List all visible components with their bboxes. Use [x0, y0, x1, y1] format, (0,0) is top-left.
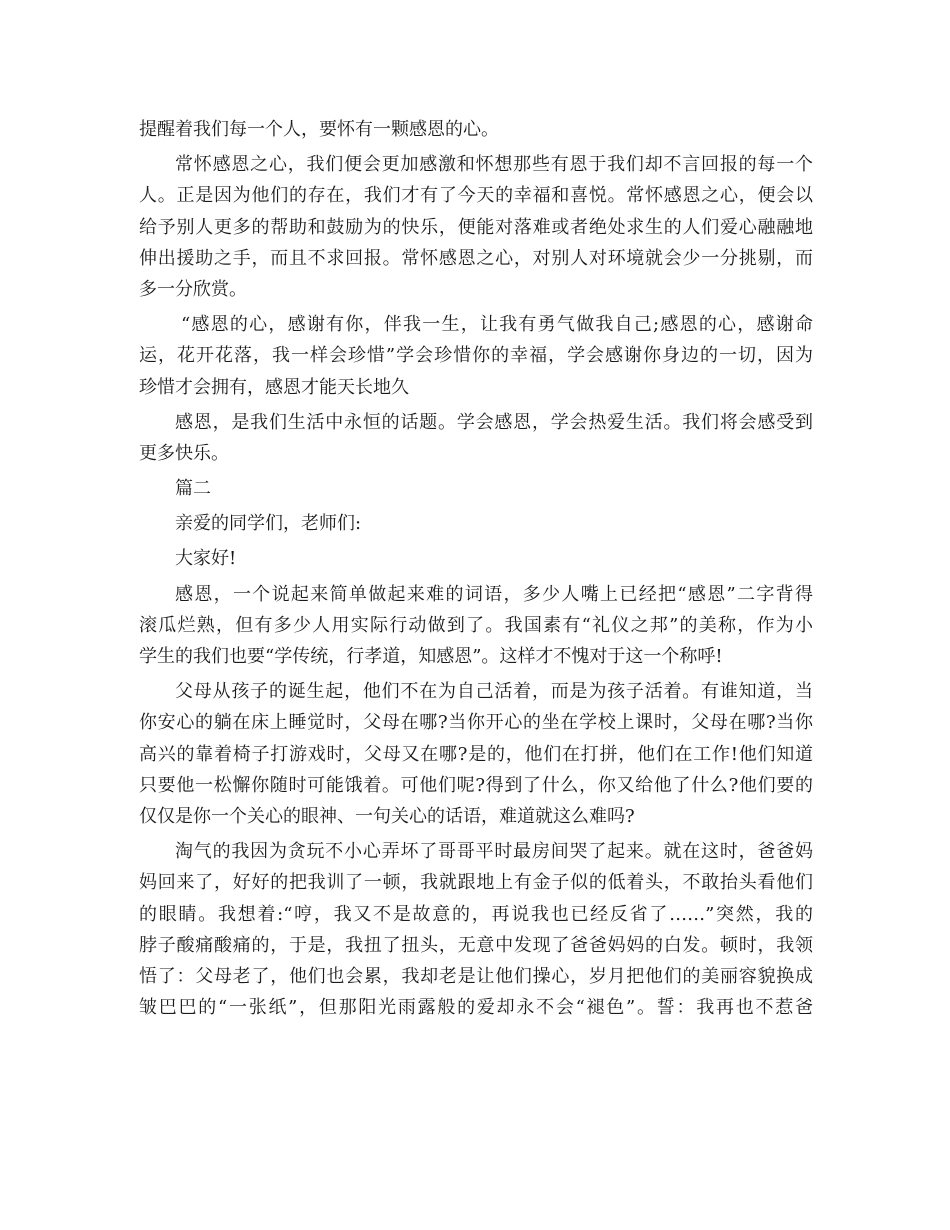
text-line: 高兴的靠着椅子打游戏时，父母又在哪?是的，他们在打拼，他们在工作!他们知道	[139, 743, 813, 765]
text-line: 大家好!	[175, 548, 237, 570]
text-line: 运，花开花落，我一样会珍惜”学会珍惜你的幸福，学会感谢你身边的一切，因为	[139, 345, 813, 367]
text-line: 感恩，一个说起来简单做起来难的词语，多少人嘴上已经把“感恩”二字背得	[175, 583, 813, 605]
text-line: 更多快乐。	[139, 442, 229, 464]
document-page	[139, 114, 813, 1023]
section-heading	[139, 473, 813, 504]
text-line: 学生的我们也要“学传统，行孝道，知感恩”。这样才不愧对于这一个称呼!	[139, 646, 723, 667]
text-line: 妈回来了，好好的把我训了一顿，我就跟地上有金子似的低着头，不敢抬头看他们	[139, 872, 813, 894]
text-line: 伸出援助之手，而且不求回报。常怀感恩之心，对别人对环境就会少一分挑剔，而	[139, 247, 813, 269]
text-line: 淘气的我因为贪玩不小心弄坏了哥哥平时最房间哭了起来。就在这时，爸爸妈	[175, 841, 813, 863]
paragraph	[139, 836, 813, 1023]
greeting	[139, 543, 813, 574]
text-line: 你安心的躺在床上睡觉时，父母在哪?当你开心的坐在学校上课时，父母在哪?当你	[139, 712, 813, 734]
text-line: 的眼睛。我想着:“哼，我又不是故意的，再说我也已经反省了……”突然，我的	[139, 903, 813, 925]
paragraph	[139, 114, 813, 145]
text-line: 只要他一松懈你随时可能饿着。可他们呢?得到了什么，你又给他了什么?他们要的	[139, 774, 813, 796]
paragraph	[139, 149, 813, 305]
paragraph	[139, 309, 813, 403]
text-line: 皱巴巴的“一张纸”，但那阳光雨露般的爱却永不会“褪色”。誓：我再也不惹爸	[139, 997, 813, 1019]
salutation	[139, 508, 813, 539]
text-line: 仅仅是你一个关心的眼神、一句关心的话语，难道就这么难吗?	[139, 805, 635, 827]
text-line: 多一分欣赏。	[139, 278, 247, 300]
paragraph	[139, 407, 813, 469]
text-line: 篇二	[175, 478, 211, 500]
text-line: 父母从孩子的诞生起，他们不在为自己活着，而是为孩子活着。有谁知道，当	[175, 681, 813, 703]
text-line: 常怀感恩之心，我们便会更加感激和怀想那些有恩于我们却不言回报的每一个	[175, 154, 813, 176]
text-line: 人。正是因为他们的存在，我们才有了今天的幸福和喜悦。常怀感恩之心，便会以	[139, 185, 813, 207]
text-line: “感恩的心，感谢有你，伴我一生，让我有勇气做我自己;感恩的心，感谢命	[181, 314, 813, 336]
text-line: 给予别人更多的帮助和鼓励为的快乐，便能对落难或者绝处求生的人们爱心融融地	[139, 216, 813, 238]
text-line: 珍惜才会拥有，感恩才能天长地久	[139, 376, 409, 398]
paragraph	[139, 579, 813, 673]
paragraph	[139, 676, 813, 832]
text-line: 滚瓜烂熟，但有多少人用实际行动做到了。我国素有“礼仪之邦”的美称，作为小	[139, 614, 813, 636]
text-line: 脖子酸痛酸痛的，于是，我扭了扭头，无意中发现了爸爸妈妈的白发。顿时，我领	[139, 934, 813, 956]
text-line: 亲爱的同学们，老师们:	[175, 513, 362, 535]
text-line: 悟了：父母老了，他们也会累，我却老是让他们操心，岁月把他们的美丽容貌换成	[139, 965, 813, 987]
text-line: 感恩，是我们生活中永恒的话题。学会感恩，学会热爱生活。我们将会感受到	[175, 411, 813, 433]
text-line: 提醒着我们每一个人，要怀有一颗感恩的心。	[139, 119, 499, 140]
